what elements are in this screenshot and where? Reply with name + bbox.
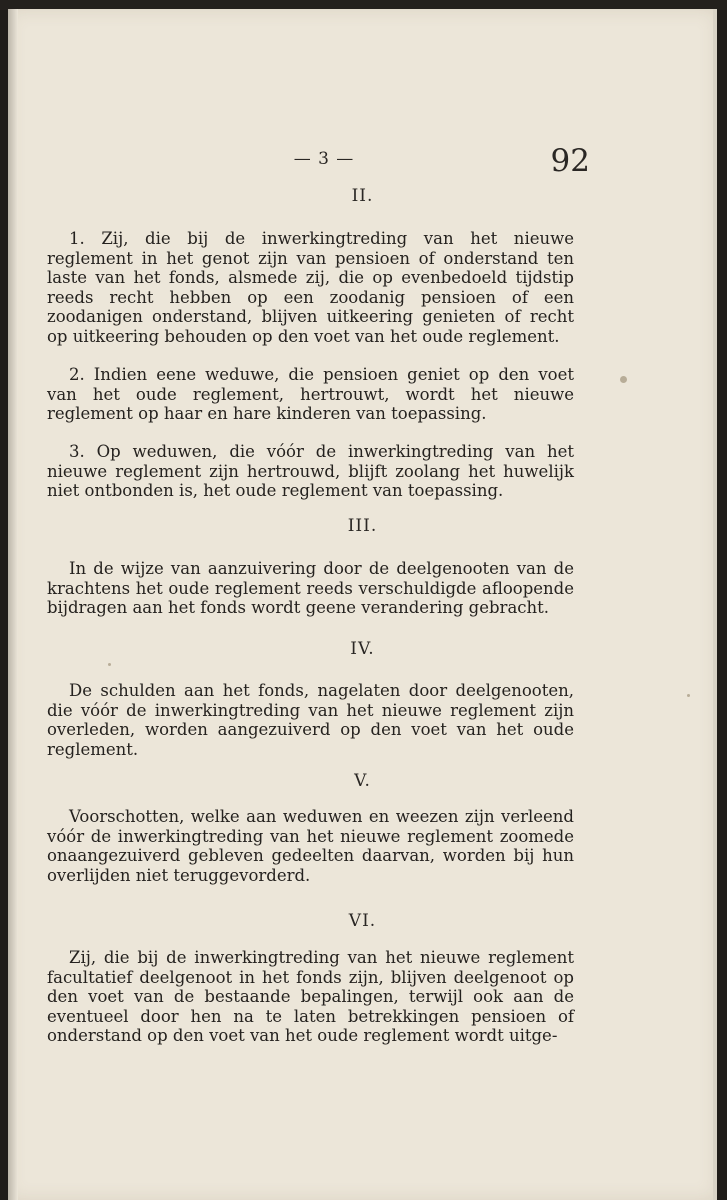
paragraph-ii-2 <box>47 365 574 424</box>
section-heading-ii: II. <box>351 186 374 206</box>
folio-number: 92 <box>550 143 590 179</box>
document-page <box>8 9 717 1200</box>
paper-speck <box>687 694 690 697</box>
paper-speck <box>108 663 111 666</box>
paragraph-text: Voorschotten, welke aan weduwen en weezen zijn verleend vóór de inwerkingtreding van het nieuwe reglement zoomede onaangezuiverd gebleven gedeelten daarvan, worden bij hun overlijden niet teruggevorderd. <box>47 807 574 885</box>
paragraph-text: Zij, die bij de inwerkingtreding van het nieuwe reglement facultatief deelgenoot in het fonds zijn, blijven deelgenoot op den voet van de bestaande bepalingen, terwijl ook aan de eventueel door hen na te laten betrekkingen pensioen of onderstand op den voet van het oude reglement wordt uitge- <box>47 948 574 1046</box>
section-heading-iii: III. <box>347 516 378 536</box>
paragraph-ii-1 <box>47 229 574 347</box>
paper-speck <box>620 376 627 383</box>
paragraph-text: 2. Indien eene weduwe, die pensioen geniet op den voet van het oude reglement, hertrouwt, wordt het nieuwe reglement op haar en hare kinderen van toepassing. <box>47 365 574 424</box>
paragraph-text: 1. Zij, die bij de inwerkingtreding van het nieuwe reglement in het genot zijn van pensioen of onderstand ten laste van het fonds, alsmede zij, die op evenbedoeld tijdstip reeds recht hebben op een zoodanig pensioen of een zoodanigen onderstand, blijven uitkeering genieten of recht op uitkeering behouden op den voet van het oude reglement. <box>47 229 574 346</box>
section-heading-iv: IV. <box>350 639 375 659</box>
paragraph-text: De schulden aan het fonds, nagelaten door deelgenooten, die vóór de inwerkingtreding van het nieuwe reglement zijn overleden, worden aangezuiverd op den voet van het oude reglement. <box>47 681 574 759</box>
paragraph-text: 3. Op weduwen, die vóór de inwerkingtreding van het nieuwe reglement zijn hertrouwd, blijft zoolang het huwelijk niet ontbonden is, het oude reglement van toepassing. <box>47 442 574 501</box>
paragraph-iv <box>47 681 574 759</box>
section-heading-vi: VI. <box>348 911 377 931</box>
page-header-number: — 3 — <box>293 149 355 169</box>
paragraph-v <box>47 807 574 885</box>
paragraph-iii <box>47 559 574 618</box>
section-heading-v: V. <box>354 771 371 791</box>
paragraph-text: In de wijze van aanzuivering door de deelgenooten van de krachtens het oude reglement reeds verschuldigde afloopende bijdragen aan het fonds wordt geene verandering gebracht. <box>47 559 574 618</box>
paragraph-vi <box>47 948 574 1046</box>
paragraph-ii-3 <box>47 442 574 501</box>
